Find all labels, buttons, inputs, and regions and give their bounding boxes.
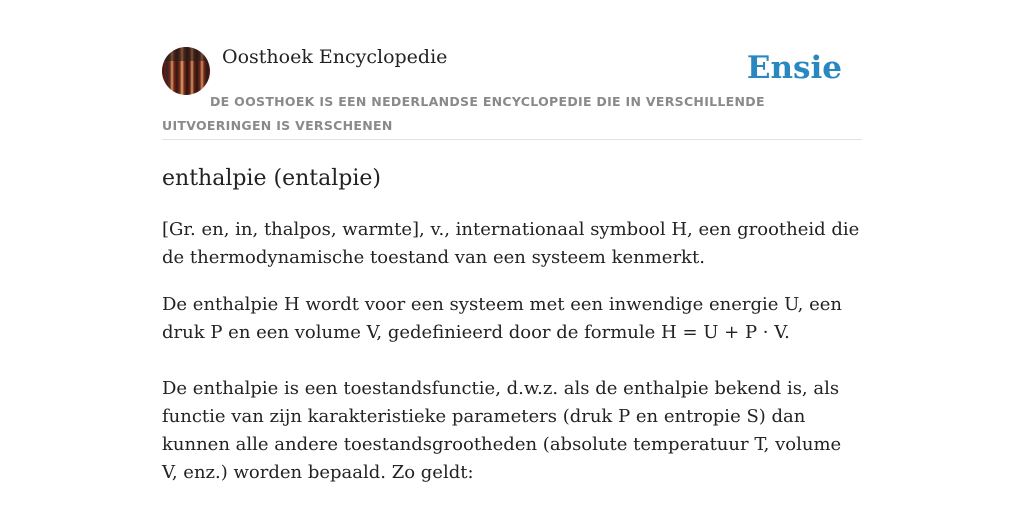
encyclopedia-avatar-icon[interactable] xyxy=(162,47,210,95)
article xyxy=(162,160,862,487)
site-header xyxy=(162,0,862,140)
article-paragraph-3: De enthalpie is een toestandsfunctie, d.w.z. als de enthalpie bekend is, als functie van zijn karakteristieke parameters (druk P en entropie S) dan kunnen alle andere toestandsgrootheden (absolute temperatuur T, volume V, enz.) worden bepaald. Zo geldt: xyxy=(162,378,842,483)
article-paragraph-1: [Gr. en, in, thalpos, warmte], v., internationaal symbool H, een grootheid die de thermodynamische toestand van een systeem kenmerkt. xyxy=(162,219,860,268)
site-title[interactable]: Oosthoek Encyclopedie xyxy=(222,46,448,68)
site-tagline: DE OOSTHOEK IS EEN NEDERLANDSE ENCYCLOPEDIE DIE IN VERSCHILLENDE UITVOERINGEN IS VERSCHENEN xyxy=(162,94,765,133)
article-title: enthalpie (entalpie) xyxy=(162,166,381,191)
article-paragraph-2: De enthalpie H wordt voor een systeem met een inwendige energie U, een druk P en een volume V, gedefinieerd door de formule H = U + P · V. xyxy=(162,294,843,343)
ensie-logo-link[interactable]: Ensie xyxy=(746,50,842,86)
